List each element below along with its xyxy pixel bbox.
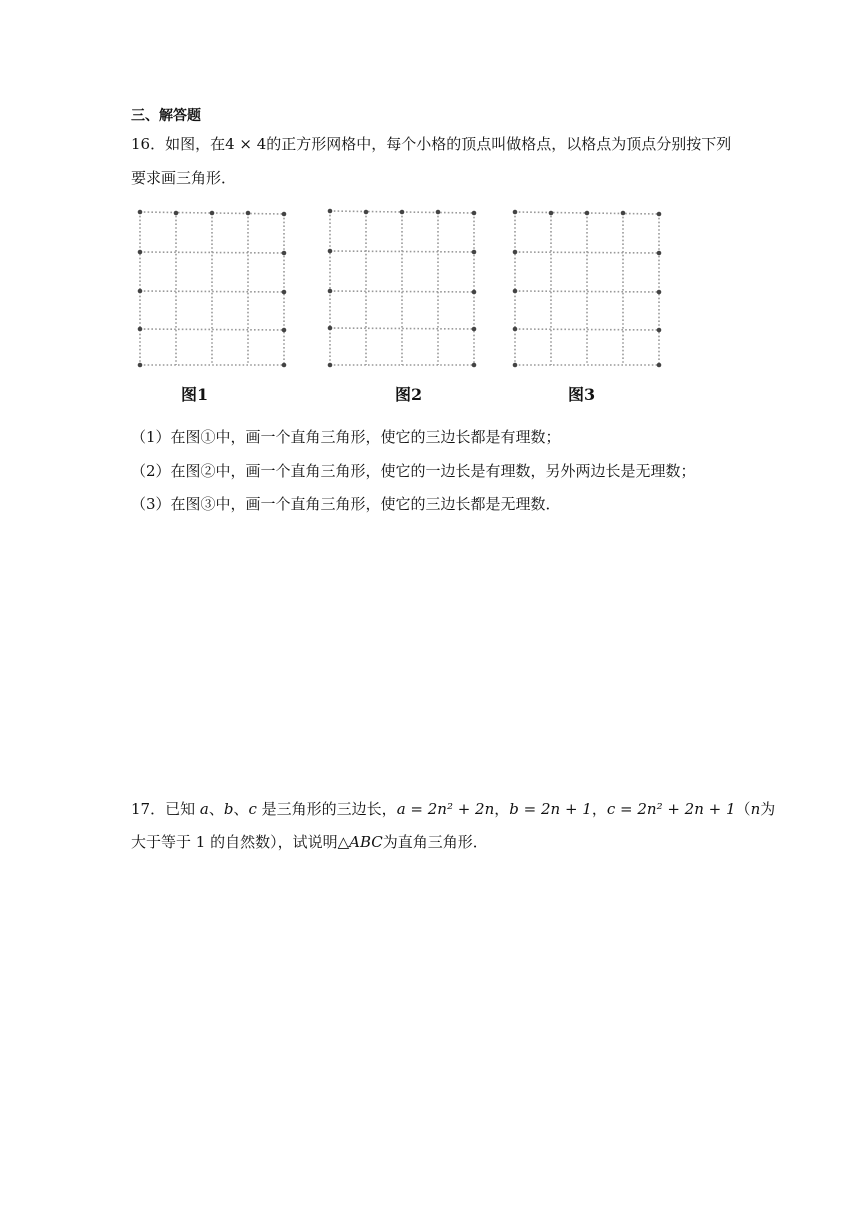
equation-b: b = 2n + 1 bbox=[509, 800, 592, 818]
text: ， bbox=[494, 800, 510, 818]
text: （ bbox=[735, 800, 751, 818]
question-text: 如图，在4 × 4的正方形网格中，每个小格的顶点叫做格点，以格点为顶点分别按下列 bbox=[165, 135, 732, 153]
grid-figure-1 bbox=[134, 207, 289, 369]
var-n: n bbox=[750, 800, 761, 818]
question-16-part-3: （3）在图③中，画一个直角三角形，使它的三边长都是无理数． bbox=[131, 495, 561, 513]
text: 已知 bbox=[165, 800, 196, 818]
section-title: 三、解答题 bbox=[131, 108, 201, 124]
text: ， bbox=[591, 800, 607, 818]
question-16-line2: 要求画三角形． bbox=[131, 169, 237, 187]
triangle-symbol: △ bbox=[337, 833, 350, 851]
grid-figure-2 bbox=[324, 206, 479, 369]
question-16-line1 bbox=[131, 134, 731, 154]
text: 为直角三角形． bbox=[382, 833, 488, 851]
question-16-part-2: （2）在图②中，画一个直角三角形，使它的一边长是有理数，另外两边长是无理数； bbox=[131, 462, 696, 480]
question-17-line1 bbox=[131, 799, 775, 819]
figure-3-caption: 图3 bbox=[568, 385, 596, 404]
figure-1-caption: 图1 bbox=[181, 385, 209, 404]
equation-c: c = 2n² + 2n + 1 bbox=[606, 800, 736, 818]
text: 大于等于 1 的自然数），试说明 bbox=[131, 833, 338, 851]
figure-2-caption: 图2 bbox=[395, 385, 423, 404]
question-number: 16． bbox=[131, 135, 166, 153]
question-number: 17． bbox=[131, 800, 166, 818]
var-b: b bbox=[223, 800, 234, 818]
text: 是三角形的三边长， bbox=[261, 800, 397, 818]
question-17-line2 bbox=[131, 832, 488, 852]
triangle-name: ABC bbox=[349, 833, 383, 851]
var-c: c bbox=[248, 800, 257, 818]
text: 、 bbox=[233, 800, 249, 818]
var-a: a bbox=[199, 800, 209, 818]
equation-a: a = 2n² + 2n bbox=[396, 800, 495, 818]
text: 、 bbox=[208, 800, 224, 818]
grid-figure-3 bbox=[509, 207, 664, 369]
text: 为 bbox=[760, 800, 776, 818]
question-16-part-1: （1）在图①中，画一个直角三角形，使它的三边长都是有理数； bbox=[131, 428, 561, 446]
